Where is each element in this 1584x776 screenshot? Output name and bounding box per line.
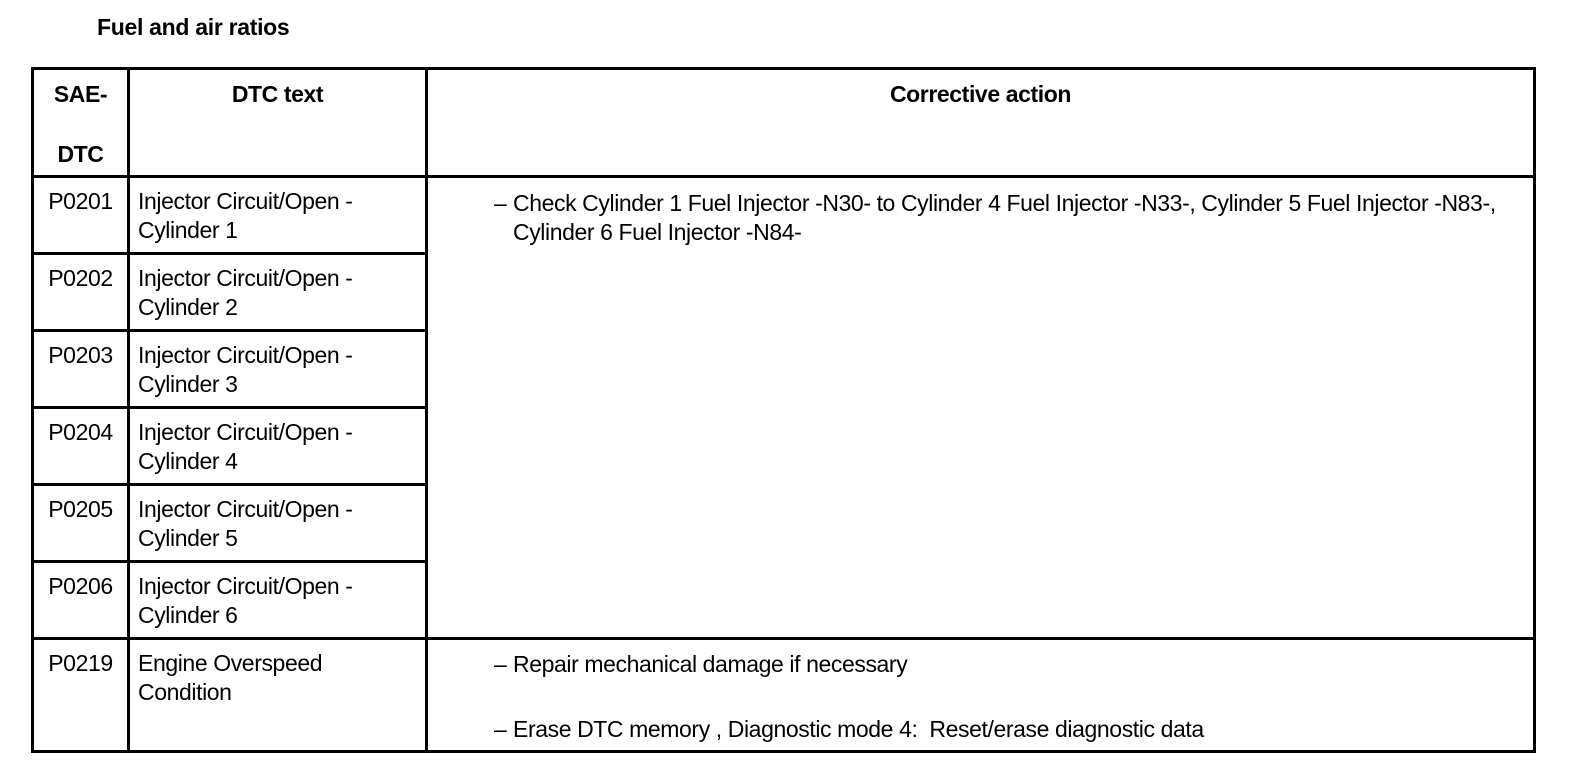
- header-corrective-action: Corrective action: [427, 69, 1535, 177]
- header-sae-dtc-line2: DTC: [57, 141, 104, 167]
- table-row: [33, 639, 1535, 752]
- corrective-action-text: Repair mechanical damage if necessary: [513, 651, 908, 677]
- header-sae-dtc: [33, 69, 129, 177]
- dtc-code-cell: P0206: [33, 562, 129, 639]
- dtc-text-cell: Injector Circuit/Open - Cylinder 2: [129, 254, 427, 331]
- dtc-text-cell: Engine Overspeed Condition: [129, 639, 427, 752]
- dtc-code-cell: P0203: [33, 331, 129, 408]
- dtc-code-cell: P0219: [33, 639, 129, 752]
- corrective-action-item: [494, 650, 1521, 679]
- bullet-dash: –: [494, 651, 507, 677]
- page-title: Fuel and air ratios: [97, 14, 290, 40]
- bullet-dash: –: [494, 716, 507, 742]
- table-row: [33, 177, 1535, 254]
- dtc-code-cell: P0202: [33, 254, 129, 331]
- corrective-action-item: [494, 715, 1521, 744]
- dtc-code-cell: P0205: [33, 485, 129, 562]
- dtc-text-cell: Injector Circuit/Open - Cylinder 4: [129, 408, 427, 485]
- dtc-code-cell: P0204: [33, 408, 129, 485]
- overspeed-corrective-action-cell: [427, 639, 1535, 752]
- dtc-text-cell: Injector Circuit/Open - Cylinder 1: [129, 177, 427, 254]
- dtc-table: [31, 67, 1536, 753]
- corrective-action-text: Erase DTC memory , Diagnostic mode 4: Reset/erase diagnostic data: [513, 716, 1204, 742]
- corrective-action-text: Check Cylinder 1 Fuel Injector -N30- to Cylinder 4 Fuel Injector -N33-, Cylinder 5 Fuel Injector -N83-, Cylinder 6 Fuel Injector -N84-: [513, 190, 1496, 245]
- dtc-code-cell: P0201: [33, 177, 129, 254]
- dtc-text-cell: Injector Circuit/Open - Cylinder 3: [129, 331, 427, 408]
- header-dtc-text: DTC text: [129, 69, 427, 177]
- injector-corrective-action-cell: [427, 177, 1535, 639]
- dtc-text-cell: Injector Circuit/Open - Cylinder 6: [129, 562, 427, 639]
- corrective-action-item: [494, 189, 1521, 247]
- table-header-row: [33, 69, 1535, 177]
- dtc-text-cell: Injector Circuit/Open - Cylinder 5: [129, 485, 427, 562]
- bullet-dash: –: [494, 190, 507, 216]
- header-sae-dtc-line1: SAE-: [53, 81, 108, 107]
